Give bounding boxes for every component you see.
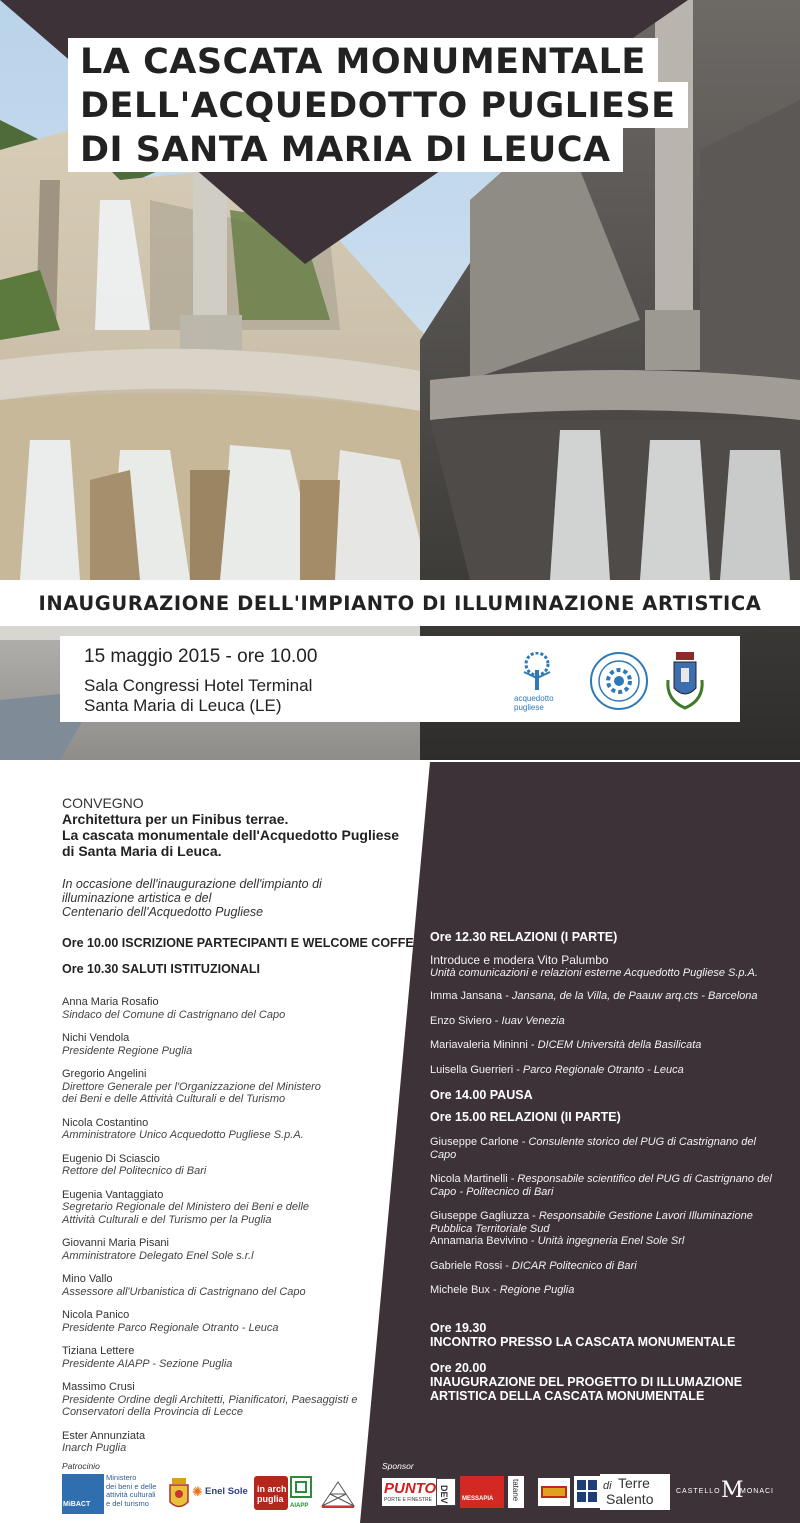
messapia-logo (460, 1476, 504, 1508)
castello-label: CASTELLO (676, 1488, 721, 1495)
grid-logo (574, 1476, 600, 1508)
title-line-2: DELL'ACQUEDOTTO PUGLIESE (68, 82, 688, 128)
speaker-name: Gregorio Angelini (62, 1068, 147, 1080)
speaker-role: Direttore Generale per l'Organizzazione del Ministero (62, 1080, 321, 1093)
speaker-role: Presidente Regione Puglia (62, 1044, 193, 1057)
terre-di-salento-logo (600, 1474, 670, 1510)
speaker-entry (62, 1381, 402, 1419)
speaker-name: Ester Annunziata (62, 1429, 146, 1442)
speaker-name: Giovanni Maria Pisani (62, 1237, 169, 1249)
mibact-abbr: MiBACT (63, 1501, 91, 1508)
convegno-title-line: Architettura per un Finibus terrae. (62, 811, 289, 827)
evening2-text: ARTISTICA DELLA CASCATA MONUMENTALE (430, 1388, 705, 1403)
speaker-name: Mino Vallo (62, 1273, 113, 1285)
sponsor-label: Sponsor (382, 1461, 414, 1471)
terre-di: di (603, 1480, 612, 1492)
program-part2-title: Ore 15.00 RELAZIONI (II PARTE) (430, 1110, 621, 1124)
mibact-text-line: e del turismo (106, 1498, 149, 1508)
gear-icon (592, 654, 646, 708)
speaker-name: Massimo Crusi (62, 1381, 135, 1393)
mibact-text-line: Ministero (106, 1473, 137, 1482)
speaker-role: Presidente Parco Regionale Otranto - Leuca (62, 1321, 279, 1334)
evening2-time: Ore 20.00 (430, 1360, 487, 1375)
castello-monaci-logo (676, 1478, 786, 1506)
punto-label: PUNTO (384, 1480, 437, 1497)
enel-sole-logo (192, 1484, 252, 1502)
speaker-name: Nicola Panico (62, 1309, 130, 1321)
part1-speaker: Mariavaleria Mininni - DICEM Università della Basilicata (430, 1039, 702, 1051)
evening1-time: Ore 19.30 (430, 1320, 487, 1335)
speaker-role: Amministratore Unico Acquedotto Pugliese S.p.A. (62, 1129, 304, 1141)
moderator-line: Introduce e modera Vito Palumbo (430, 953, 609, 967)
mibact-text-line: dei beni e delle (106, 1481, 157, 1491)
speaker-entry (62, 1189, 402, 1227)
speaker-name: Tiziana Lettere (62, 1345, 135, 1357)
schedule-pause: Ore 14.00 PAUSA (430, 1088, 533, 1102)
speaker-name: Anna Maria Rosafio (62, 996, 159, 1008)
aiapp-logo (290, 1476, 316, 1510)
convegno-intro-line: Centenario dell'Acquedotto Pugliese (62, 905, 264, 919)
maze-icon (290, 1476, 312, 1498)
subtitle-bar (0, 580, 800, 626)
convegno-intro-line: In occasione dell'inaugurazione dell'impianto di (62, 877, 322, 891)
evening1-text: INCONTRO PRESSO LA CASCATA MONUMENTALE (430, 1334, 736, 1349)
convegno-column (62, 795, 414, 1455)
aiapp-label: AIAPP (290, 1503, 309, 1509)
speaker-entry (62, 1273, 402, 1298)
speaker-name: Nicola Costantino (62, 1116, 149, 1129)
crest-icon (168, 1478, 190, 1512)
tatane-logo (508, 1476, 524, 1508)
enel-label: Enel Sole (205, 1486, 248, 1497)
comune-castrignano-crest (664, 650, 706, 710)
politecnico-bari-logo (590, 652, 648, 710)
speaker-list (62, 996, 402, 1455)
speaker-entry (62, 1430, 402, 1455)
speaker-role: Conservatori della Provincia di Lecce (62, 1406, 243, 1418)
speaker-name: Nichi Vendola (62, 1032, 130, 1044)
convegno-label: CONVEGNO (62, 795, 144, 811)
schedule-greetings: Ore 10.30 SALUTI ISTITUZIONALI (62, 962, 260, 976)
part1-speaker: Enzo Siviero - Iuav Venezia (430, 1014, 565, 1027)
convegno-title-line: di Santa Maria di Leuca. (62, 843, 222, 859)
monaci-label: MONACI (740, 1488, 774, 1495)
moderator-affiliation: Unità comunicazioni e relazioni esterne Acquedotto Pugliese S.p.A. (430, 966, 758, 979)
punto-logo (382, 1478, 436, 1506)
evening2-text: INAUGURAZIONE DEL PROGETTO DI ILLUMAZIONE (430, 1374, 743, 1389)
patrocinio-label: Patrocinio (62, 1461, 100, 1471)
part1-speaker: Imma Jansana - Jansana, de la Villa, de Paauw arq.cts - Barcelona (430, 990, 758, 1002)
event-venue: Sala Congressi Hotel Terminal (84, 676, 313, 695)
convegno-intro-line: illuminazione artistica e del (62, 891, 212, 905)
hero-section (0, 0, 800, 760)
event-date: 15 maggio 2015 - ore 10.00 (84, 646, 318, 667)
speaker-entry (62, 1237, 402, 1262)
acquedotto-pugliese-logo (514, 652, 560, 712)
speaker-entry (62, 1117, 402, 1142)
speaker-role: dei Beni e delle Attività Culturali e del Turismo (62, 1093, 286, 1105)
sun-icon: ✺ (192, 1484, 203, 1499)
part2-speaker-cont: Capo - Politecnico di Bari (430, 1185, 554, 1198)
terre-label: Terre (618, 1475, 650, 1491)
speaker-role: Presidente Ordine degli Architetti, Pianificatori, Paesaggisti e (62, 1393, 358, 1406)
mibact-mark (62, 1474, 104, 1514)
convegno-title-line: La cascata monumentale dell'Acquedotto Pugliese (62, 827, 400, 843)
speaker-role: Attività Culturali e del Turismo per la Puglia (62, 1213, 272, 1226)
speaker-entry (62, 1032, 402, 1057)
speaker-entry (62, 1345, 402, 1370)
network-logo (318, 1478, 358, 1510)
regione-puglia-crest (168, 1478, 190, 1512)
punto-sub: PORTE E FINESTRE (384, 1497, 432, 1503)
subtitle: INAUGURAZIONE DELL'IMPIANTO DI ILLUMINAZIONE ARTISTICA (38, 591, 762, 615)
dev-label: DEV (439, 1485, 449, 1504)
salento-label: Salento (606, 1491, 654, 1507)
part2-speaker: Michele Bux - Regione Puglia (430, 1284, 575, 1296)
mibact-logo (62, 1474, 170, 1514)
window-icon (574, 1476, 600, 1508)
event-location: Santa Maria di Leuca (LE) (84, 696, 282, 715)
castello-m-mark: M (721, 1478, 744, 1503)
part2-speaker: Gabriele Rossi - DICAR Politecnico di Bari (430, 1259, 637, 1272)
program-column (430, 930, 780, 1403)
speaker-name: Eugenio Di Sciascio (62, 1152, 160, 1165)
part2-speaker: Giuseppe Gagliuzza - Responsabile Gestione Lavori Illuminazione (430, 1210, 753, 1222)
program-part1-title: Ore 12.30 RELAZIONI (I PARTE) (430, 930, 618, 944)
speaker-role: Sindaco del Comune di Castrignano del Capo (62, 1008, 286, 1021)
speaker-entry (62, 1309, 402, 1334)
speaker-role: Inarch Puglia (62, 1442, 127, 1454)
mibact-text-line: attività culturali (106, 1490, 156, 1499)
network-icon (318, 1478, 358, 1510)
inarch-label: in arch puglia (257, 1484, 287, 1504)
title-line-3: DI SANTA MARIA DI LEUCA (68, 126, 623, 172)
part1-speakers (430, 990, 780, 1076)
part1-speaker: Luisella Guerrieri - Parco Regionale Otranto - Leuca (430, 1063, 684, 1076)
speaker-entry (62, 1153, 402, 1178)
part2-speaker: Annamaria Bevivino - Unità ingegneria Enel Sole Srl (430, 1235, 685, 1247)
sponsor-badge-logo (538, 1478, 570, 1506)
part2-speaker-cont: Pubblica Territoriale Sud (430, 1222, 550, 1235)
tree-icon (514, 652, 560, 692)
part2-speaker: Giuseppe Carlone - Consulente storico del PUG di Castrignano del Capo (430, 1136, 756, 1161)
acquedotto-logo-label: acquedotto pugliese (514, 694, 554, 712)
inarch-logo (254, 1476, 288, 1510)
tatane-label: tatane (511, 1479, 520, 1502)
speaker-entry (62, 996, 402, 1021)
part2-speaker: Nicola Martinelli - Responsabile scientifico del PUG di Castrignano del (430, 1173, 772, 1185)
schedule-registration: Ore 10.00 ISCRIZIONE PARTECIPANTI E WELCOME COFFE (62, 936, 414, 950)
event-info-box (60, 636, 740, 722)
title-line-1: LA CASCATA MONUMENTALE (68, 38, 658, 84)
dev-logo (436, 1478, 456, 1506)
speaker-role: Rettore del Politecnico di Bari (62, 1165, 207, 1177)
speaker-entry (62, 1068, 402, 1106)
speaker-name: Eugenia Vantaggiato (62, 1188, 164, 1201)
speaker-role: Amministratore Delegato Enel Sole s.r.l (62, 1249, 254, 1262)
crest-icon (664, 650, 706, 710)
messapia-label: MESSAPIA (462, 1496, 494, 1502)
speaker-role: Presidente AIAPP - Sezione Puglia (62, 1357, 233, 1370)
speaker-role: Segretario Regionale del Ministero dei Beni e delle (62, 1201, 310, 1213)
speaker-role: Assessore all'Urbanistica di Castrignano del Capo (62, 1285, 306, 1298)
